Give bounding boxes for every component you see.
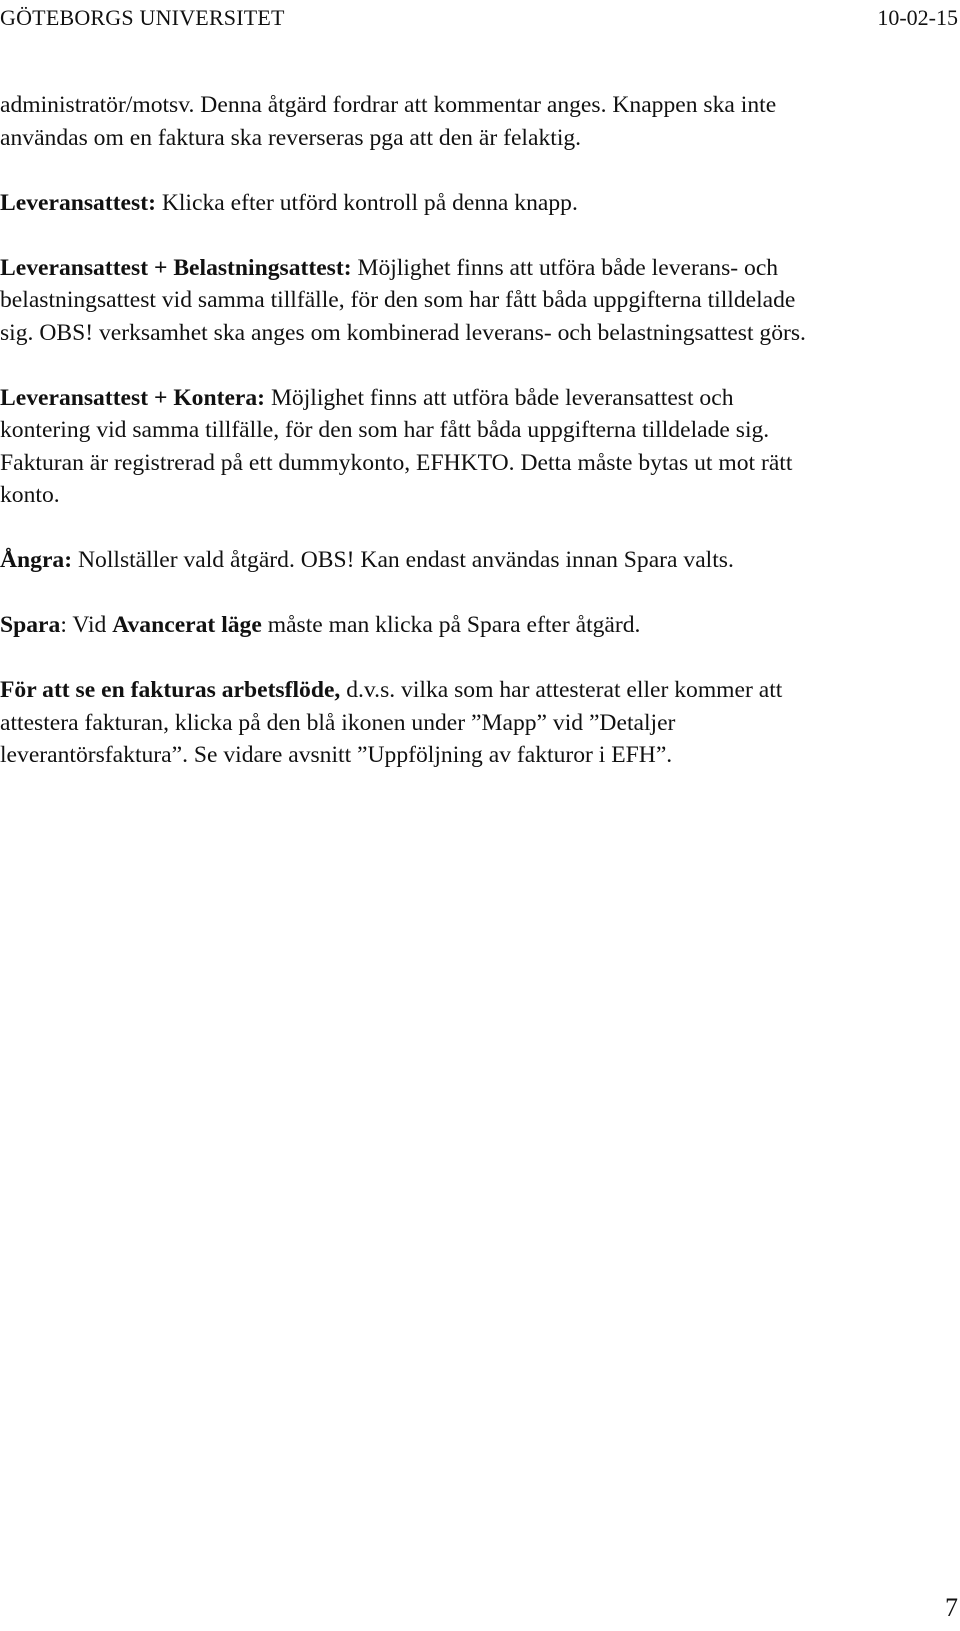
text-line [0, 382, 960, 415]
text-line: belastningsattest vid samma tillfälle, för den som har fått båda uppgifterna tilldelade [0, 287, 796, 313]
term-arbetsflode: För att se en fakturas arbetsflöde, [0, 677, 341, 703]
definition-text: Möjlighet finns att utföra både leverans- och [351, 254, 779, 281]
text-line: attestera fakturan, klicka på den blå ikonen under ”Mapp” vid ”Detaljer [0, 709, 676, 736]
header-organization: GÖTEBORGS UNIVERSITET [0, 5, 285, 30]
paragraph-arbetsflode [0, 674, 960, 772]
definition-text: : Vid [60, 612, 113, 638]
page-number: 7 [945, 1593, 958, 1622]
paragraph-leveransattest [0, 187, 960, 220]
text-line [0, 252, 960, 285]
text-line: sig. OBS! verksamhet ska anges om kombinerad leverans- och belastningsattest görs. [0, 319, 806, 346]
term-leveransattest: Leveransattest: [0, 189, 156, 216]
paragraph-leveransattest-kontera [0, 382, 960, 512]
term-angra: Ångra: [0, 547, 73, 573]
text-line: Fakturan är registrerad på ett dummykonto, EFHKTO. Detta måste bytas ut mot rätt [0, 449, 793, 476]
text-line: leverantörsfaktura”. Se vidare avsnitt ”Uppföljning av fakturor i EFH”. [0, 742, 673, 768]
text-line: konto. [0, 482, 60, 508]
definition-text: d.v.s. vilka som har attesterat eller kommer att [340, 677, 783, 703]
paragraph-spara [0, 609, 960, 642]
paragraph-angra [0, 544, 960, 577]
definition-text: Nollställer vald åtgärd. OBS! Kan endast användas innan Spara valts. [72, 547, 734, 573]
text-line: kontering vid samma tillfälle, för den som har fått båda uppgifterna tilldelade sig. [0, 417, 770, 443]
paragraph-comment-requirement [0, 89, 960, 154]
paragraph-leveransattest-belastningsattest [0, 252, 960, 350]
definition-text: Klicka efter utförd kontroll på denna knapp. [155, 189, 578, 216]
definition-text: Möjlighet finns att utföra både leveransattest och [265, 384, 734, 411]
header-date: 10-02-15 [877, 5, 958, 30]
text-line [0, 544, 960, 577]
text-line [0, 674, 960, 707]
definition-text: måste man klicka på Spara efter åtgärd. [261, 612, 641, 638]
term-leveransattest-belastningsattest: Leveransattest + Belastningsattest: [0, 254, 352, 281]
text-line: användas om en faktura ska reverseras pga att den är felaktig. [0, 124, 582, 151]
page-header [0, 4, 960, 32]
text-line: administratör/motsv. Denna åtgärd fordrar att kommentar anges. Knappen ska inte [0, 92, 777, 118]
text-line [0, 609, 960, 642]
term-avancerat-lage: Avancerat läge [112, 612, 262, 638]
term-spara: Spara [0, 612, 61, 638]
term-leveransattest-kontera: Leveransattest + Kontera: [0, 384, 266, 411]
text-line [0, 187, 960, 220]
document-body [0, 89, 960, 804]
